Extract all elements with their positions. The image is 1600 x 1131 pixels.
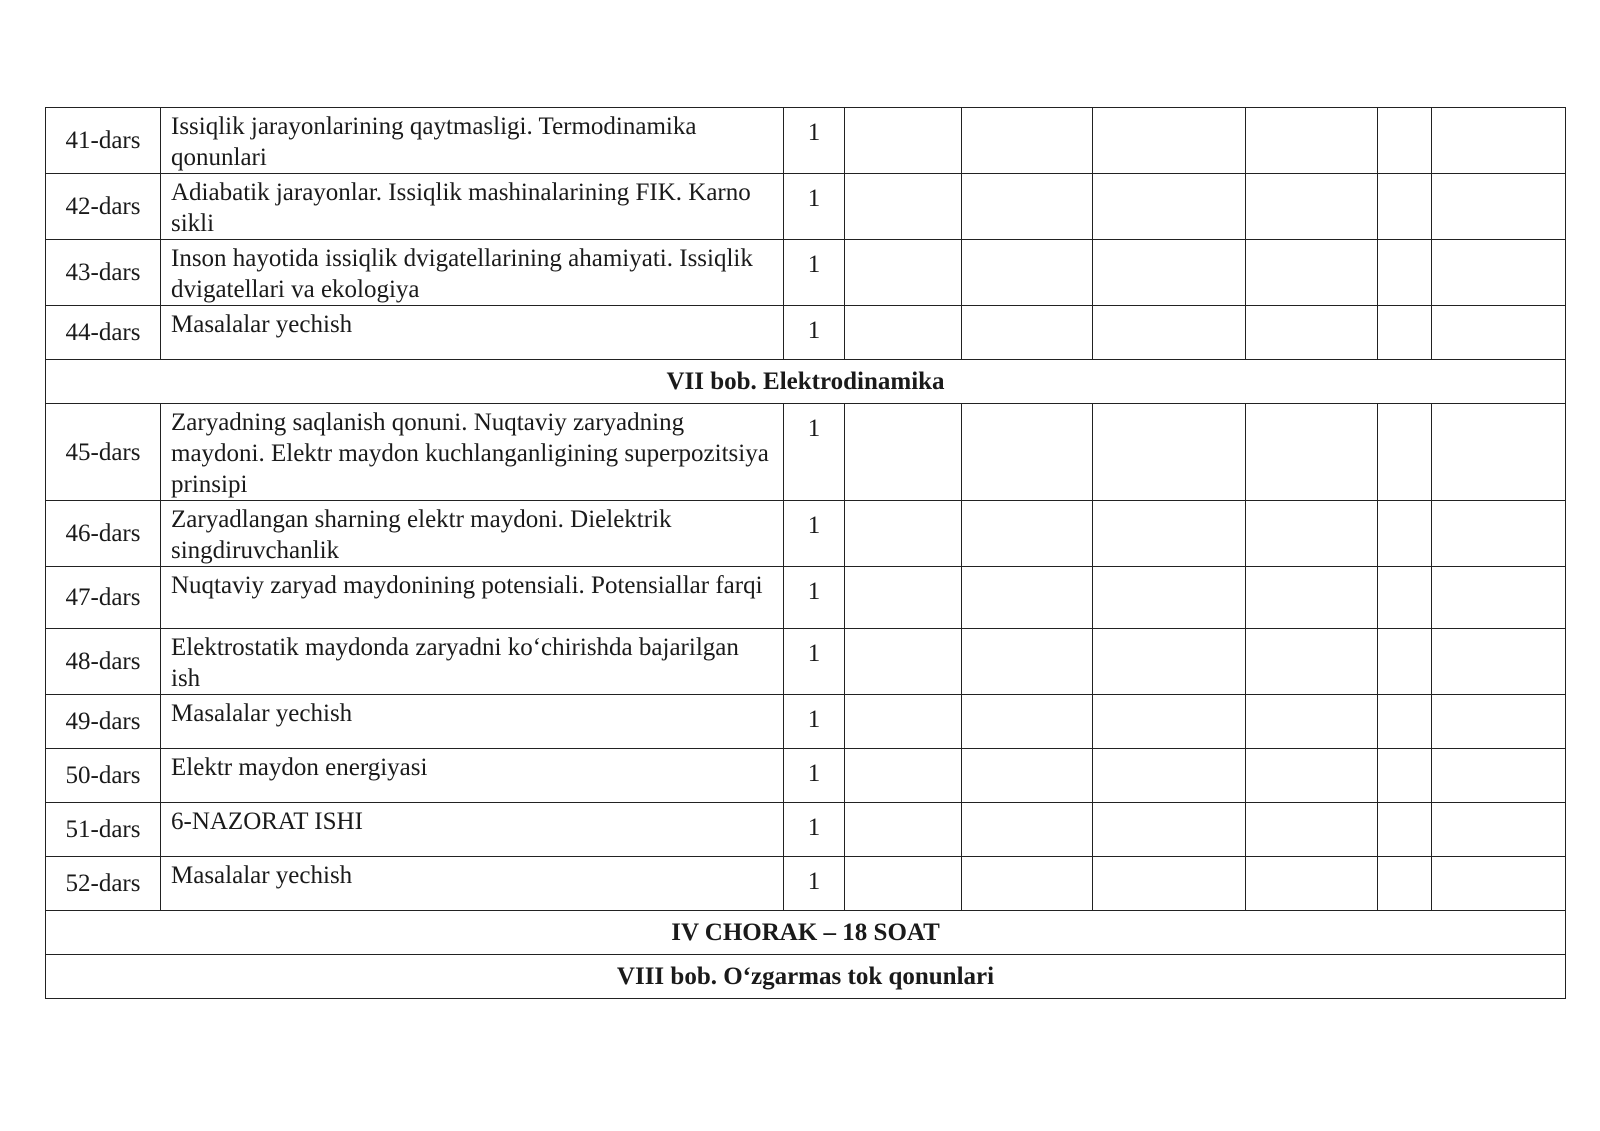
empty-cell [1093,174,1246,240]
empty-cell [845,501,962,567]
lesson-number: 48-dars [46,629,161,695]
lesson-hours: 1 [784,404,845,501]
empty-cell [1432,306,1566,360]
empty-cell [962,567,1093,629]
empty-cell [845,240,962,306]
empty-cell [1093,108,1246,174]
table-row [46,749,1566,803]
table-row [46,857,1566,911]
lesson-number: 50-dars [46,749,161,803]
lesson-number: 43-dars [46,240,161,306]
lesson-topic: Masalalar yechish [161,306,784,360]
quarter-heading: IV CHORAK – 18 SOAT [46,911,1566,955]
lesson-hours: 1 [784,803,845,857]
lesson-number: 41-dars [46,108,161,174]
empty-cell [962,629,1093,695]
empty-cell [1378,695,1432,749]
empty-cell [962,240,1093,306]
empty-cell [845,629,962,695]
empty-cell [1093,404,1246,501]
empty-cell [1246,306,1378,360]
chapter-heading: VIII bob. O‘zgarmas tok qonunlari [46,955,1566,999]
empty-cell [845,404,962,501]
empty-cell [845,857,962,911]
empty-cell [1378,749,1432,803]
empty-cell [962,749,1093,803]
empty-cell [962,501,1093,567]
empty-cell [962,695,1093,749]
empty-cell [1246,174,1378,240]
lesson-topic: Issiqlik jarayonlarining qaytmasligi. Termodinamika qonunlari [161,108,784,174]
empty-cell [1378,567,1432,629]
empty-cell [1432,857,1566,911]
empty-cell [1378,857,1432,911]
lesson-number: 51-dars [46,803,161,857]
lesson-hours: 1 [784,749,845,803]
empty-cell [962,404,1093,501]
empty-cell [1246,240,1378,306]
empty-cell [845,108,962,174]
empty-cell [1093,857,1246,911]
empty-cell [1246,857,1378,911]
empty-cell [1246,749,1378,803]
empty-cell [1378,108,1432,174]
empty-cell [1432,404,1566,501]
table-row [46,501,1566,567]
empty-cell [1093,803,1246,857]
empty-cell [1246,404,1378,501]
empty-cell [1432,174,1566,240]
lesson-topic: Nuqtaviy zaryad maydonining potensiali. Potensiallar farqi [161,567,784,629]
lesson-hours: 1 [784,567,845,629]
empty-cell [1432,749,1566,803]
empty-cell [1093,695,1246,749]
empty-cell [962,857,1093,911]
empty-cell [1093,629,1246,695]
empty-cell [845,695,962,749]
table-row [46,306,1566,360]
lesson-hours: 1 [784,501,845,567]
table-row [46,629,1566,695]
lesson-plan-table [45,107,1566,999]
table-row [46,404,1566,501]
empty-cell [1093,567,1246,629]
empty-cell [962,803,1093,857]
empty-cell [1432,629,1566,695]
lesson-number: 52-dars [46,857,161,911]
lesson-number: 47-dars [46,567,161,629]
empty-cell [1432,501,1566,567]
empty-cell [1432,695,1566,749]
empty-cell [845,803,962,857]
empty-cell [1246,803,1378,857]
empty-cell [1378,629,1432,695]
lesson-number: 42-dars [46,174,161,240]
empty-cell [1378,240,1432,306]
lesson-hours: 1 [784,857,845,911]
lesson-topic: Zaryadlangan sharning elektr maydoni. Dielektrik singdiruvchanlik [161,501,784,567]
empty-cell [1432,108,1566,174]
empty-cell [1093,306,1246,360]
empty-cell [962,174,1093,240]
empty-cell [1246,567,1378,629]
table-row [46,803,1566,857]
empty-cell [845,174,962,240]
empty-cell [1378,803,1432,857]
lesson-topic: 6-NAZORAT ISHI [161,803,784,857]
lesson-number: 45-dars [46,404,161,501]
lesson-topic: Elektr maydon energiyasi [161,749,784,803]
empty-cell [1432,803,1566,857]
empty-cell [1378,306,1432,360]
lesson-hours: 1 [784,240,845,306]
empty-cell [1378,501,1432,567]
empty-cell [1093,749,1246,803]
section-row [46,911,1566,955]
lesson-hours: 1 [784,108,845,174]
empty-cell [1246,501,1378,567]
empty-cell [845,567,962,629]
lesson-hours: 1 [784,174,845,240]
table-row [46,108,1566,174]
lesson-topic: Inson hayotida issiqlik dvigatellarining ahamiyati. Issiqlik dvigatellari va ekologiya [161,240,784,306]
empty-cell [1432,567,1566,629]
empty-cell [1378,174,1432,240]
empty-cell [1246,629,1378,695]
table-row [46,240,1566,306]
empty-cell [845,749,962,803]
empty-cell [962,306,1093,360]
empty-cell [1432,240,1566,306]
empty-cell [1378,404,1432,501]
empty-cell [845,306,962,360]
section-row [46,360,1566,404]
lesson-topic: Zaryadning saqlanish qonuni. Nuqtaviy zaryadning maydoni. Elektr maydon kuchlanganligining superpozitsiya prinsipi [161,404,784,501]
table-row [46,567,1566,629]
lesson-topic: Adiabatik jarayonlar. Issiqlik mashinalarining FIK. Karno sikli [161,174,784,240]
table-row [46,695,1566,749]
empty-cell [962,108,1093,174]
lesson-hours: 1 [784,629,845,695]
table-row [46,174,1566,240]
empty-cell [1093,240,1246,306]
chapter-heading: VII bob. Elektrodinamika [46,360,1566,404]
empty-cell [1246,108,1378,174]
lesson-hours: 1 [784,695,845,749]
lesson-number: 49-dars [46,695,161,749]
lesson-number: 44-dars [46,306,161,360]
empty-cell [1246,695,1378,749]
empty-cell [1093,501,1246,567]
lesson-topic: Masalalar yechish [161,857,784,911]
section-row [46,955,1566,999]
lesson-number: 46-dars [46,501,161,567]
lesson-topic: Masalalar yechish [161,695,784,749]
lesson-hours: 1 [784,306,845,360]
lesson-topic: Elektrostatik maydonda zaryadni ko‘chirishda bajarilgan ish [161,629,784,695]
